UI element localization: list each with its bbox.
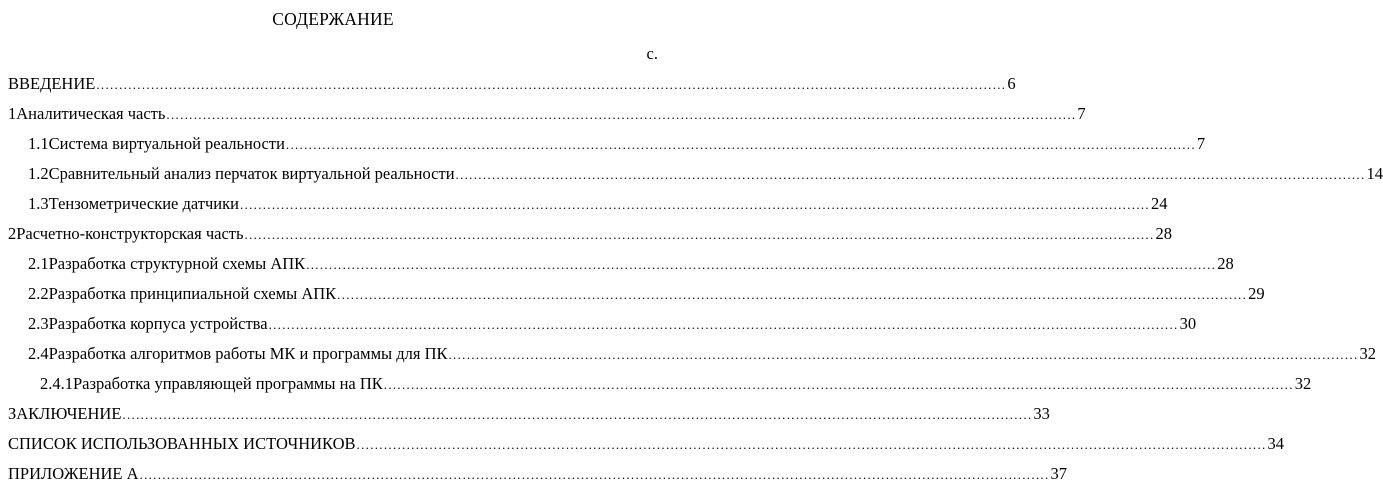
toc-dot-leader: ........................................................................................................................................................................................................ <box>122 407 1033 422</box>
toc-entry-page: 24 <box>1150 194 1168 213</box>
toc-dot-leader: ........................................................................................................................................................................................................ <box>285 137 1196 152</box>
toc-entry <box>0 402 1050 426</box>
toc-entry <box>0 132 1206 156</box>
toc-entry <box>0 282 1265 306</box>
toc-entry <box>0 432 1285 456</box>
toc-entry-title: Тензометрические датчики <box>48 194 239 213</box>
toc-entry-title: ВВЕДЕНИЕ <box>8 74 96 93</box>
toc-entry-number: 2.4 <box>28 344 49 363</box>
toc-dot-leader: ........................................................................................................................................................................................................ <box>455 167 1366 182</box>
toc-dot-leader: ........................................................................................................................................................................................................ <box>268 317 1179 332</box>
toc-entry-page: 6 <box>1007 74 1016 93</box>
toc-dot-leader: ........................................................................................................................................................................................................ <box>337 287 1248 302</box>
toc-entry <box>0 72 1016 96</box>
toc-entry <box>0 222 1173 246</box>
toc-entry-number: 1.3 <box>28 194 49 213</box>
toc-entry-title: Аналитическая часть <box>16 104 166 123</box>
toc-entry-title: ЗАКЛЮЧЕНИЕ <box>8 404 122 423</box>
toc-entry-number: 1 <box>8 104 17 123</box>
toc-entry-page: 14 <box>1366 164 1383 183</box>
document-title: СОДЕРЖАНИЕ <box>272 9 394 29</box>
toc-entry <box>0 312 1197 336</box>
toc-entry-number: 2.4.1 <box>40 374 73 393</box>
toc-entry-title: ПРИЛОЖЕНИЕ А <box>8 464 139 483</box>
toc-dot-leader: ........................................................................................................................................................................................................ <box>96 77 1007 92</box>
toc-entry-number: 2.1 <box>28 254 49 273</box>
toc-entry-page: 7 <box>1077 104 1086 123</box>
toc-dot-leader: ........................................................................................................................................................................................................ <box>239 197 1150 212</box>
toc-dot-leader: ........................................................................................................................................................................................................ <box>306 257 1217 272</box>
toc-entry-title: Сравнительный анализ перчаток виртуальной реальности <box>48 164 455 183</box>
toc-entry-number: 2.3 <box>28 314 49 333</box>
toc-entry <box>0 162 1383 186</box>
toc-entry <box>0 102 1086 126</box>
toc-dot-leader: ........................................................................................................................................................................................................ <box>166 107 1077 122</box>
toc-entry-title: СПИСОК ИСПОЛЬЗОВАННЫХ ИСТОЧНИКОВ <box>8 434 356 453</box>
toc-entry <box>0 372 1312 396</box>
page-column-label: с. <box>646 44 658 63</box>
toc-entry-page: 32 <box>1359 344 1376 363</box>
toc-entry-page: 28 <box>1217 254 1234 273</box>
toc-dot-leader: ........................................................................................................................................................................................................ <box>244 227 1155 242</box>
toc-entry-number: 2 <box>8 224 17 243</box>
toc-entry-number: 1.1 <box>28 134 49 153</box>
toc-entry-title: Разработка корпуса устройства <box>48 314 268 333</box>
toc-entry-title: Система виртуальной реальности <box>48 134 285 153</box>
toc-entry-page: 32 <box>1294 374 1312 393</box>
toc-entry-page: 28 <box>1155 224 1173 243</box>
toc-entry-page: 37 <box>1050 464 1068 483</box>
toc-entry-number: 1.2 <box>28 164 49 183</box>
toc-entry-number: 2.2 <box>28 284 49 303</box>
toc-entry <box>0 192 1168 216</box>
toc-entry-page: 30 <box>1179 314 1197 333</box>
toc-entry-title: Расчетно-конструкторская часть <box>16 224 244 243</box>
toc-dot-leader: ........................................................................................................................................................................................................ <box>383 377 1294 392</box>
toc-entry-page: 29 <box>1248 284 1265 303</box>
toc-entry-title: Разработка управляющей программы на ПК <box>73 374 383 393</box>
toc-entry-title: Разработка структурной схемы АПК <box>48 254 306 273</box>
toc-entry-title: Разработка принципиальной схемы АПК <box>48 284 337 303</box>
toc-entry <box>0 342 1376 366</box>
toc-dot-leader: ........................................................................................................................................................................................................ <box>139 467 1050 482</box>
toc-entry <box>0 252 1234 276</box>
toc-entry-title: Разработка алгоритмов работы МК и программы для ПК <box>48 344 448 363</box>
toc-entry <box>0 462 1068 486</box>
toc-entry-page: 33 <box>1033 404 1050 423</box>
toc-dot-leader: ........................................................................................................................................................................................................ <box>356 437 1267 452</box>
toc-dot-leader: ........................................................................................................................................................................................................ <box>448 347 1359 362</box>
toc-entry-page: 34 <box>1267 434 1285 453</box>
toc-entry-page: 7 <box>1196 134 1206 153</box>
